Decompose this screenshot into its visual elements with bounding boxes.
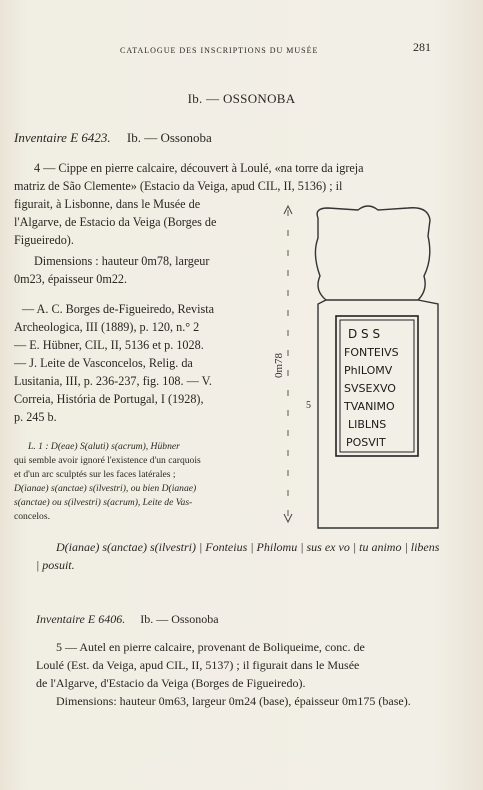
note-line: L. 1 : D(eae) S(aluti) s(acrum), Hübner [28,441,180,452]
paragraph-line: 5 — Autel en pierre calcaire, provenant de Boliqueime, conc. de [56,640,365,654]
dimensions-line: Dimensions : hauteur 0m78, largeur [34,254,210,268]
paragraph-line: de l'Algarve, d'Estacio da Veiga (Borges de Figueiredo). [36,676,306,690]
bibliography-line: Lusitania, III, p. 236-237, fig. 108. — V. [14,374,212,388]
note-line: et d'un arc sculptés sur les faces latérales ; [14,469,176,480]
cippus-svg [273,198,448,538]
note-line: concelos. [14,511,50,522]
paragraph-line: Loulé (Est. da Veiga, apud CIL, II, 5137) ; il figurait dans le Musée [36,658,360,672]
inventory-label: Inventaire E 6423. [14,130,111,145]
bibliography-line: — J. Leite de Vasconcelos, Relig. da [14,356,193,370]
bibliography-line: p. 245 b. [14,410,57,424]
inventory-place: Ib. — Ossonoba [140,612,219,626]
inscription-line: SVSEXVO [344,382,396,395]
inscription-line: POSVIT [346,436,386,449]
inscription-line: LIBLNS [348,418,387,431]
section-title [0,91,483,107]
paragraph-line: figurait, à Lisbonne, dans le Musée de [14,197,201,211]
inscription-line: D S S [348,327,381,341]
scale-label: 0m78 [273,352,285,378]
margin-mark: 5 [306,400,311,411]
inscription-line: PhILOMV [344,364,393,377]
running-header: CATALOGUE DES INSCRIPTIONS DU MUSÉE [120,46,319,55]
cippus-crown [315,206,430,300]
bibliography-line: — A. C. Borges de-Figueiredo, Revista [22,302,215,316]
inventory-label: Inventaire E 6406. [36,612,126,626]
dimensions-line: 0m23, épaisseur 0m22. [14,272,128,286]
page-number: 281 [413,40,431,54]
inventory-line-4 [14,130,212,146]
bibliography-line: Correia, História de Portugal, I (1928), [14,392,204,406]
note-line: D(ianae) s(anctae) s(ilvestri), ou bien D(ianae) [14,483,197,494]
cippus-drawing [273,198,448,538]
inventory-line-5 [36,612,219,627]
inscription-reading: D(ianae) s(anctae) s(ilvestri) | Fonteius | Philomu | sus ex vo | tu animo | libens | posuit. [36,540,440,572]
paragraph-line: matriz de São Clemente» (Estacio da Veiga, apud CIL, II, 5136) ; il [14,179,343,193]
bibliography-line: Archeologica, III (1889), p. 120, n.° 2 [14,320,200,334]
paragraph-line: 4 — Cippe en pierre calcaire, découvert à Loulé, «na torre da igreja [34,161,364,175]
note-line: s(anctae) ou s(ilvestri) s(acrum), Leite de Vas- [14,497,193,508]
bibliography-line: — E. Hübner, CIL, II, 5136 et p. 1028. [14,338,204,352]
inscription-line: TVANIMO [344,400,395,413]
paragraph-line: Figueiredo). [14,233,74,247]
dimensions-line: Dimensions: hauteur 0m63, largeur 0m24 (base), épaisseur 0m175 (base). [56,694,411,708]
section-title-text: Ib. — OSSONOBA [187,91,296,106]
paragraph-line: l'Algarve, de Estacio da Veiga (Borges de [14,215,217,229]
inventory-place: Ib. — Ossonoba [126,130,212,145]
inscription-line: FONTEIVS [344,346,399,359]
note-line: qui semble avoir ignoré l'existence d'un carquois [14,455,201,466]
